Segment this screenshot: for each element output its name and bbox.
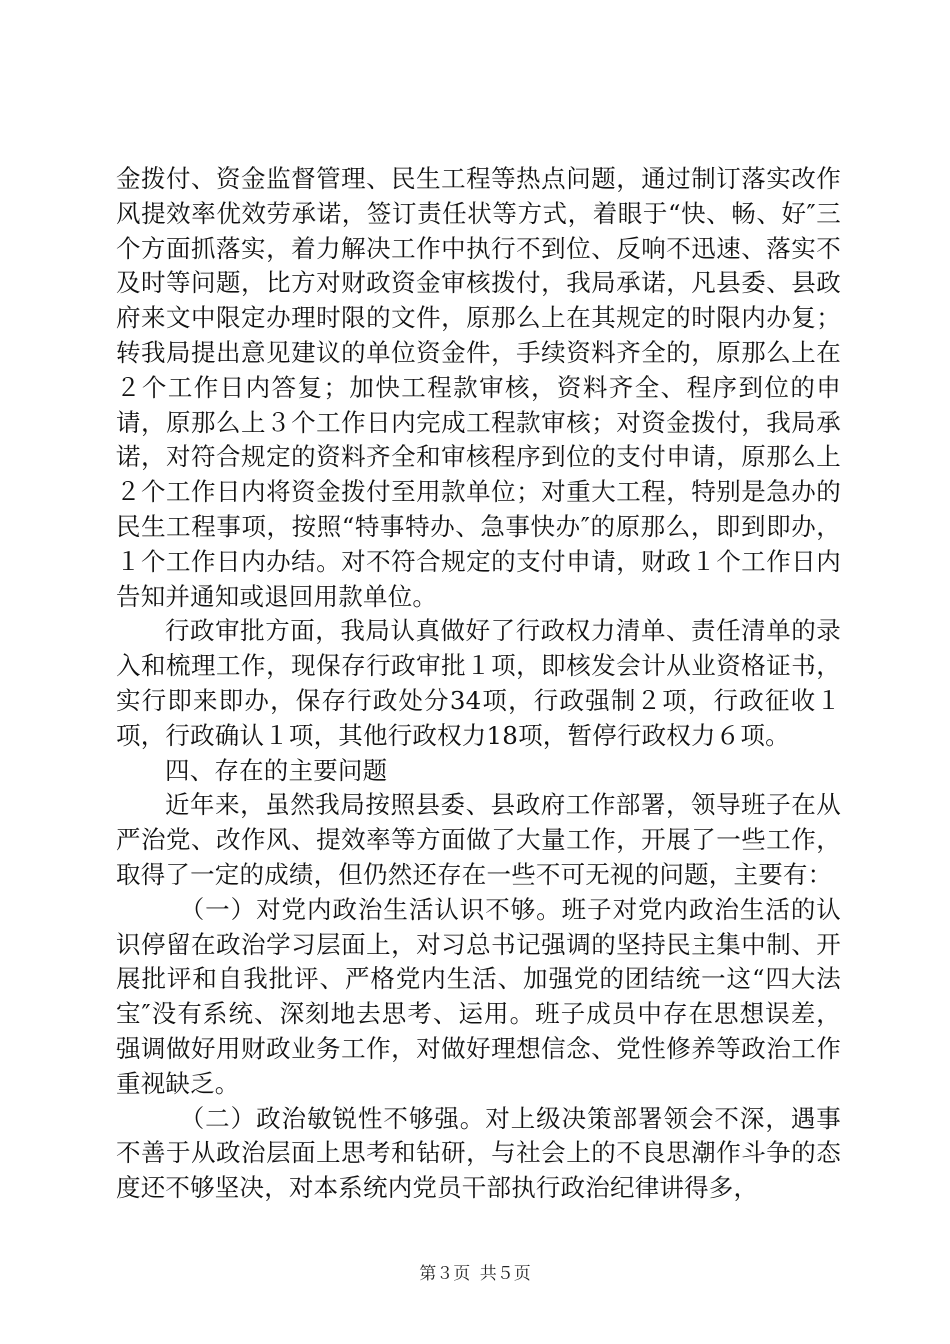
page-footer: 第３页 共５页 (419, 1264, 531, 1284)
paragraph-intro-problems: 近年来，虽然我局按照县委、县政府工作部署，领导班子在从严治党、改作风、提效率等方面做了大量工作，开展了一些工作，取得了一定的成绩，但仍然还存在一些不可无视的问题，主要有： (116, 790, 841, 889)
paragraph-problem-two: （二）政治敏锐性不够强。对上级决策部署领会不深，遇事不善于从政治层面上思考和钻研，与社会上的不良思潮作斗争的态度还不够坚决，对本系统内党员干部执行政治纪律讲得多， (116, 1103, 841, 1203)
section-heading: 四、存在的主要问题 (165, 755, 388, 785)
paragraph-continuation: 金拨付、资金监督管理、民生工程等热点问题，通过制订落实改作风提效率优效劳承诺，签订责任状等方式，着眼于“快、畅、好″三个方面抓落实，着力解决工作中执行不到位、反响不迅速、落实不及时等问题，比方对财政资金审核拨付，我局承诺，凡县委、县政府来文中限定办理时限的文件，原那么上在其规定的时限内办复；转我局提出意见建议的单位资金件，手续资料齐全的，原那么上在２个工作日内答复；加快工程款审核，资料齐全、程序到位的申请，原那么上３个工作日内完成工程款审核；对资金拨付，我局承诺，对符合规定的资料齐全和审核程序到位的支付申请，原那么上２个工作日内将资金拨付至用款单位；对重大工程，特别是急办的民生工程事项，按照“特事特办、急事快办″的原那么，即到即办，１个工作日内办结。对不符合规定的支付申请，财政１个工作日内告知并通知或退回用款单位。 (116, 164, 841, 611)
paragraph-administrative-approval: 行政审批方面，我局认真做好了行政权力清单、责任清单的录入和梳理工作，现保存行政审批１项，即核发会计从业资格证书，实行即来即办，保存行政处分34项，行政强制２项，行政征收１项，行政确认１项，其他行政权力18项，暂停行政权力６项。 (116, 616, 841, 750)
paragraph-problem-one: （一）对党内政治生活认识不够。班子对党内政治生活的认识停留在政治学习层面上，对习总书记强调的坚持民主集中制、开展批评和自我批评、严格党内生活、加强党的团结统一这“四大法宝″没有系统、深刻地去思考、运用。班子成员中存在思想误差，强调做好用财政业务工作，对做好理想信念、党性修养等政治工作重视缺乏。 (116, 894, 841, 1098)
document-body (116, 162, 841, 1206)
